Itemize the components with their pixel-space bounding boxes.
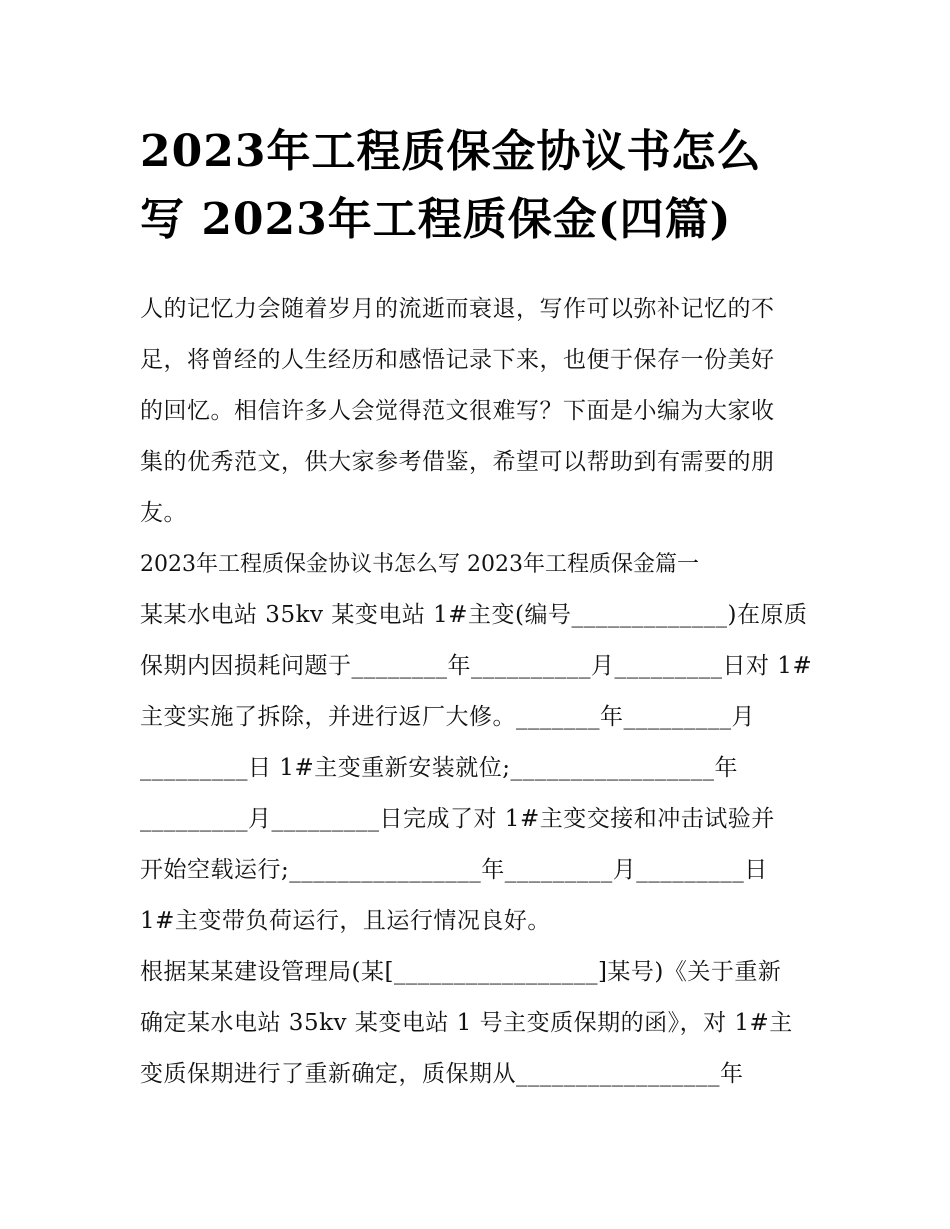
text-line: 某某水电站 35kv 某变电站 1#主变(编号_____________)在原质 [140,602,808,628]
text-line: _________月_________日完成了对 1#主变交接和冲击试验并 [140,806,775,832]
text-line: 保期内因损耗问题于________年__________月_________日对 1# [140,653,813,679]
title-line: 写 2023年工程质保金(四篇) [140,194,732,245]
body-paragraph-2 [140,947,812,1100]
intro-paragraph [140,284,812,539]
text-line: 变质保期进行了重新确定，质保期从_________________年 [140,1061,744,1087]
text-line: 根据某某建设管理局(某[_________________]某号)《关于重新 [140,959,782,985]
text-line: 的回忆。相信许多人会觉得范文很难写？下面是小编为大家收 [140,398,775,424]
document-page [140,118,812,1100]
document-title [140,118,812,254]
text-line: 友。 [140,500,187,526]
text-line: 主变实施了拆除，并进行返厂大修。_______年_________月 [140,704,755,730]
document-body [140,284,812,1100]
text-line: 集的优秀范文，供大家参考借鉴，希望可以帮助到有需要的朋 [140,449,775,475]
text-line: 1#主变带负荷运行，且运行情况良好。 [140,908,551,934]
text-line: _________日 1#主变重新安装就位;_________________年 [140,755,738,781]
text-line: 开始空载运行;________________年_________月_________日 [140,857,768,883]
text-line: 确定某水电站 35kv 某变电站 1 号主变质保期的函》，对 1#主 [140,1010,793,1036]
body-paragraph-1 [140,590,812,947]
text-line: 人的记忆力会随着岁月的流逝而衰退，写作可以弥补记忆的不 [140,296,775,322]
title-line: 2023年工程质保金协议书怎么 [140,126,762,177]
section-heading: 2023年工程质保金协议书怎么写 2023年工程质保金篇一 [140,552,699,577]
text-line: 足，将曾经的人生经历和感悟记录下来，也便于保存一份美好 [140,347,775,373]
